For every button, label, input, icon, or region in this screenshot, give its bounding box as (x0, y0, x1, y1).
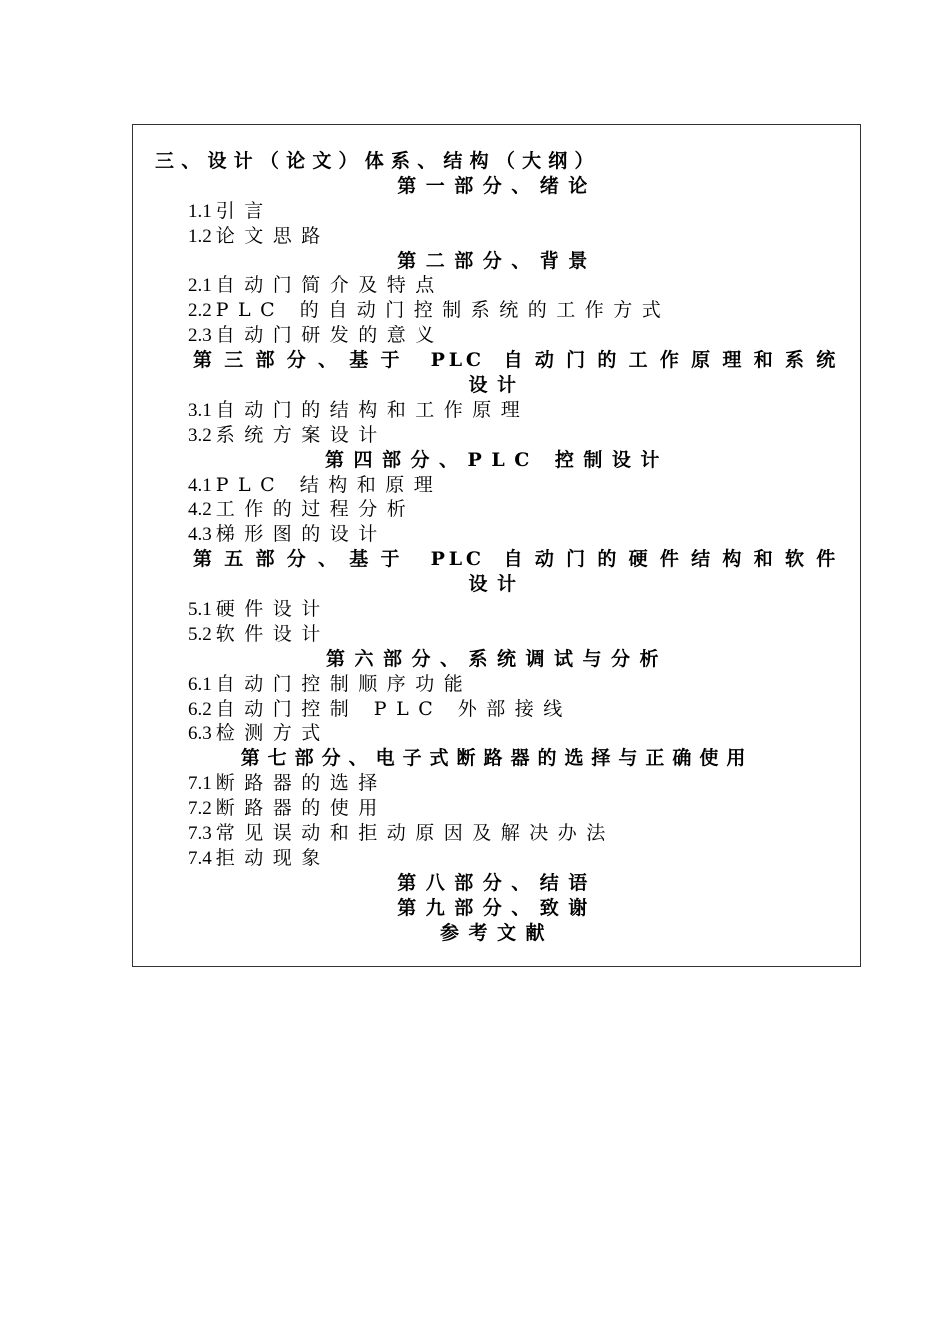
item-text: 检测方式 (215, 722, 330, 745)
item-number: 7.1 (188, 773, 212, 795)
outline-box (132, 124, 861, 967)
outline-item (155, 821, 839, 846)
item-text: 自动门研发的意义 (215, 324, 444, 347)
item-text: PLC 的自动门控制系统的工作方式 (215, 299, 671, 322)
item-number: 5.2 (188, 623, 212, 645)
outline-item (155, 697, 839, 722)
outline-item (155, 796, 839, 821)
closing-heading-references: 参考文献 (439, 921, 554, 944)
item-number: 4.2 (188, 499, 212, 521)
section-heading: 第七部分、电子式断路器的选择与正确使用 (240, 747, 754, 770)
item-text: 论文思路 (215, 224, 330, 247)
outline-item (155, 497, 839, 522)
section-heading: 第六部分、系统调试与分析 (325, 647, 668, 670)
item-text: 梯形图的设计 (215, 523, 387, 546)
item-text: 引言 (215, 199, 273, 222)
outline-item (155, 473, 839, 498)
item-number: 6.2 (188, 698, 212, 720)
outline-item (155, 273, 839, 298)
closing-heading-acknowledgements: 第九部分、致谢 (397, 896, 597, 919)
outline-content (155, 149, 839, 946)
section-heading: 第四部分、PLC 控制设计 (325, 448, 669, 471)
outline-item (155, 522, 839, 547)
item-number: 6.3 (188, 723, 212, 745)
outline-item (155, 672, 839, 697)
section-heading: 第二部分、背景 (397, 249, 597, 272)
item-text: PLC 结构和原理 (215, 473, 443, 496)
section-heading-continuation: 设计 (468, 573, 526, 596)
outline-item (155, 622, 839, 647)
outline-item (155, 846, 839, 871)
item-number: 2.3 (188, 325, 212, 347)
outline-item (155, 721, 839, 746)
item-number: 1.2 (188, 225, 212, 247)
item-number: 2.1 (188, 275, 212, 297)
item-text: 自动门控制顺序功能 (215, 672, 473, 695)
item-text: 工作的过程分析 (215, 498, 416, 521)
outline-item (155, 298, 839, 323)
closing-heading-conclusion: 第八部分、结语 (397, 871, 597, 894)
item-number: 7.2 (188, 798, 212, 820)
section-heading: 第三部分、基于 PLC 自动门的工作原理和系统 (193, 349, 839, 372)
item-number: 3.2 (188, 424, 212, 446)
item-number: 7.3 (188, 823, 212, 845)
item-text: 自动门控制 PLC 外部接线 (215, 697, 572, 720)
section-heading: 第五部分、基于 PLC 自动门的硬件结构和软件 (193, 548, 839, 571)
outline-title: 三、设计（论文）体系、结构（大纲） (155, 150, 601, 172)
item-text: 断路器的使用 (215, 797, 387, 820)
item-number: 6.1 (188, 673, 212, 695)
item-text: 断路器的选择 (215, 772, 387, 795)
outline-item (155, 224, 839, 249)
item-text: 系统方案设计 (215, 423, 387, 446)
item-number: 5.1 (188, 599, 212, 621)
item-text: 常见误动和拒动原因及解决办法 (215, 822, 615, 845)
item-number: 1.1 (188, 200, 212, 222)
item-number: 2.2 (188, 300, 212, 322)
section-heading: 第一部分、绪论 (397, 174, 597, 197)
item-text: 拒动现象 (215, 846, 330, 869)
outline-item (155, 771, 839, 796)
outline-item (155, 323, 839, 348)
item-text: 自动门的结构和工作原理 (215, 398, 530, 421)
section-heading-continuation: 设计 (468, 374, 526, 397)
item-text: 自动门简介及特点 (215, 274, 444, 297)
outline-item (155, 423, 839, 448)
item-number: 4.1 (188, 474, 212, 496)
item-number: 7.4 (188, 847, 212, 869)
outline-item (155, 597, 839, 622)
outline-item (155, 398, 839, 423)
item-text: 硬件设计 (215, 598, 330, 621)
outline-item (155, 199, 839, 224)
item-text: 软件设计 (215, 622, 330, 645)
item-number: 4.3 (188, 524, 212, 546)
item-number: 3.1 (188, 399, 212, 421)
